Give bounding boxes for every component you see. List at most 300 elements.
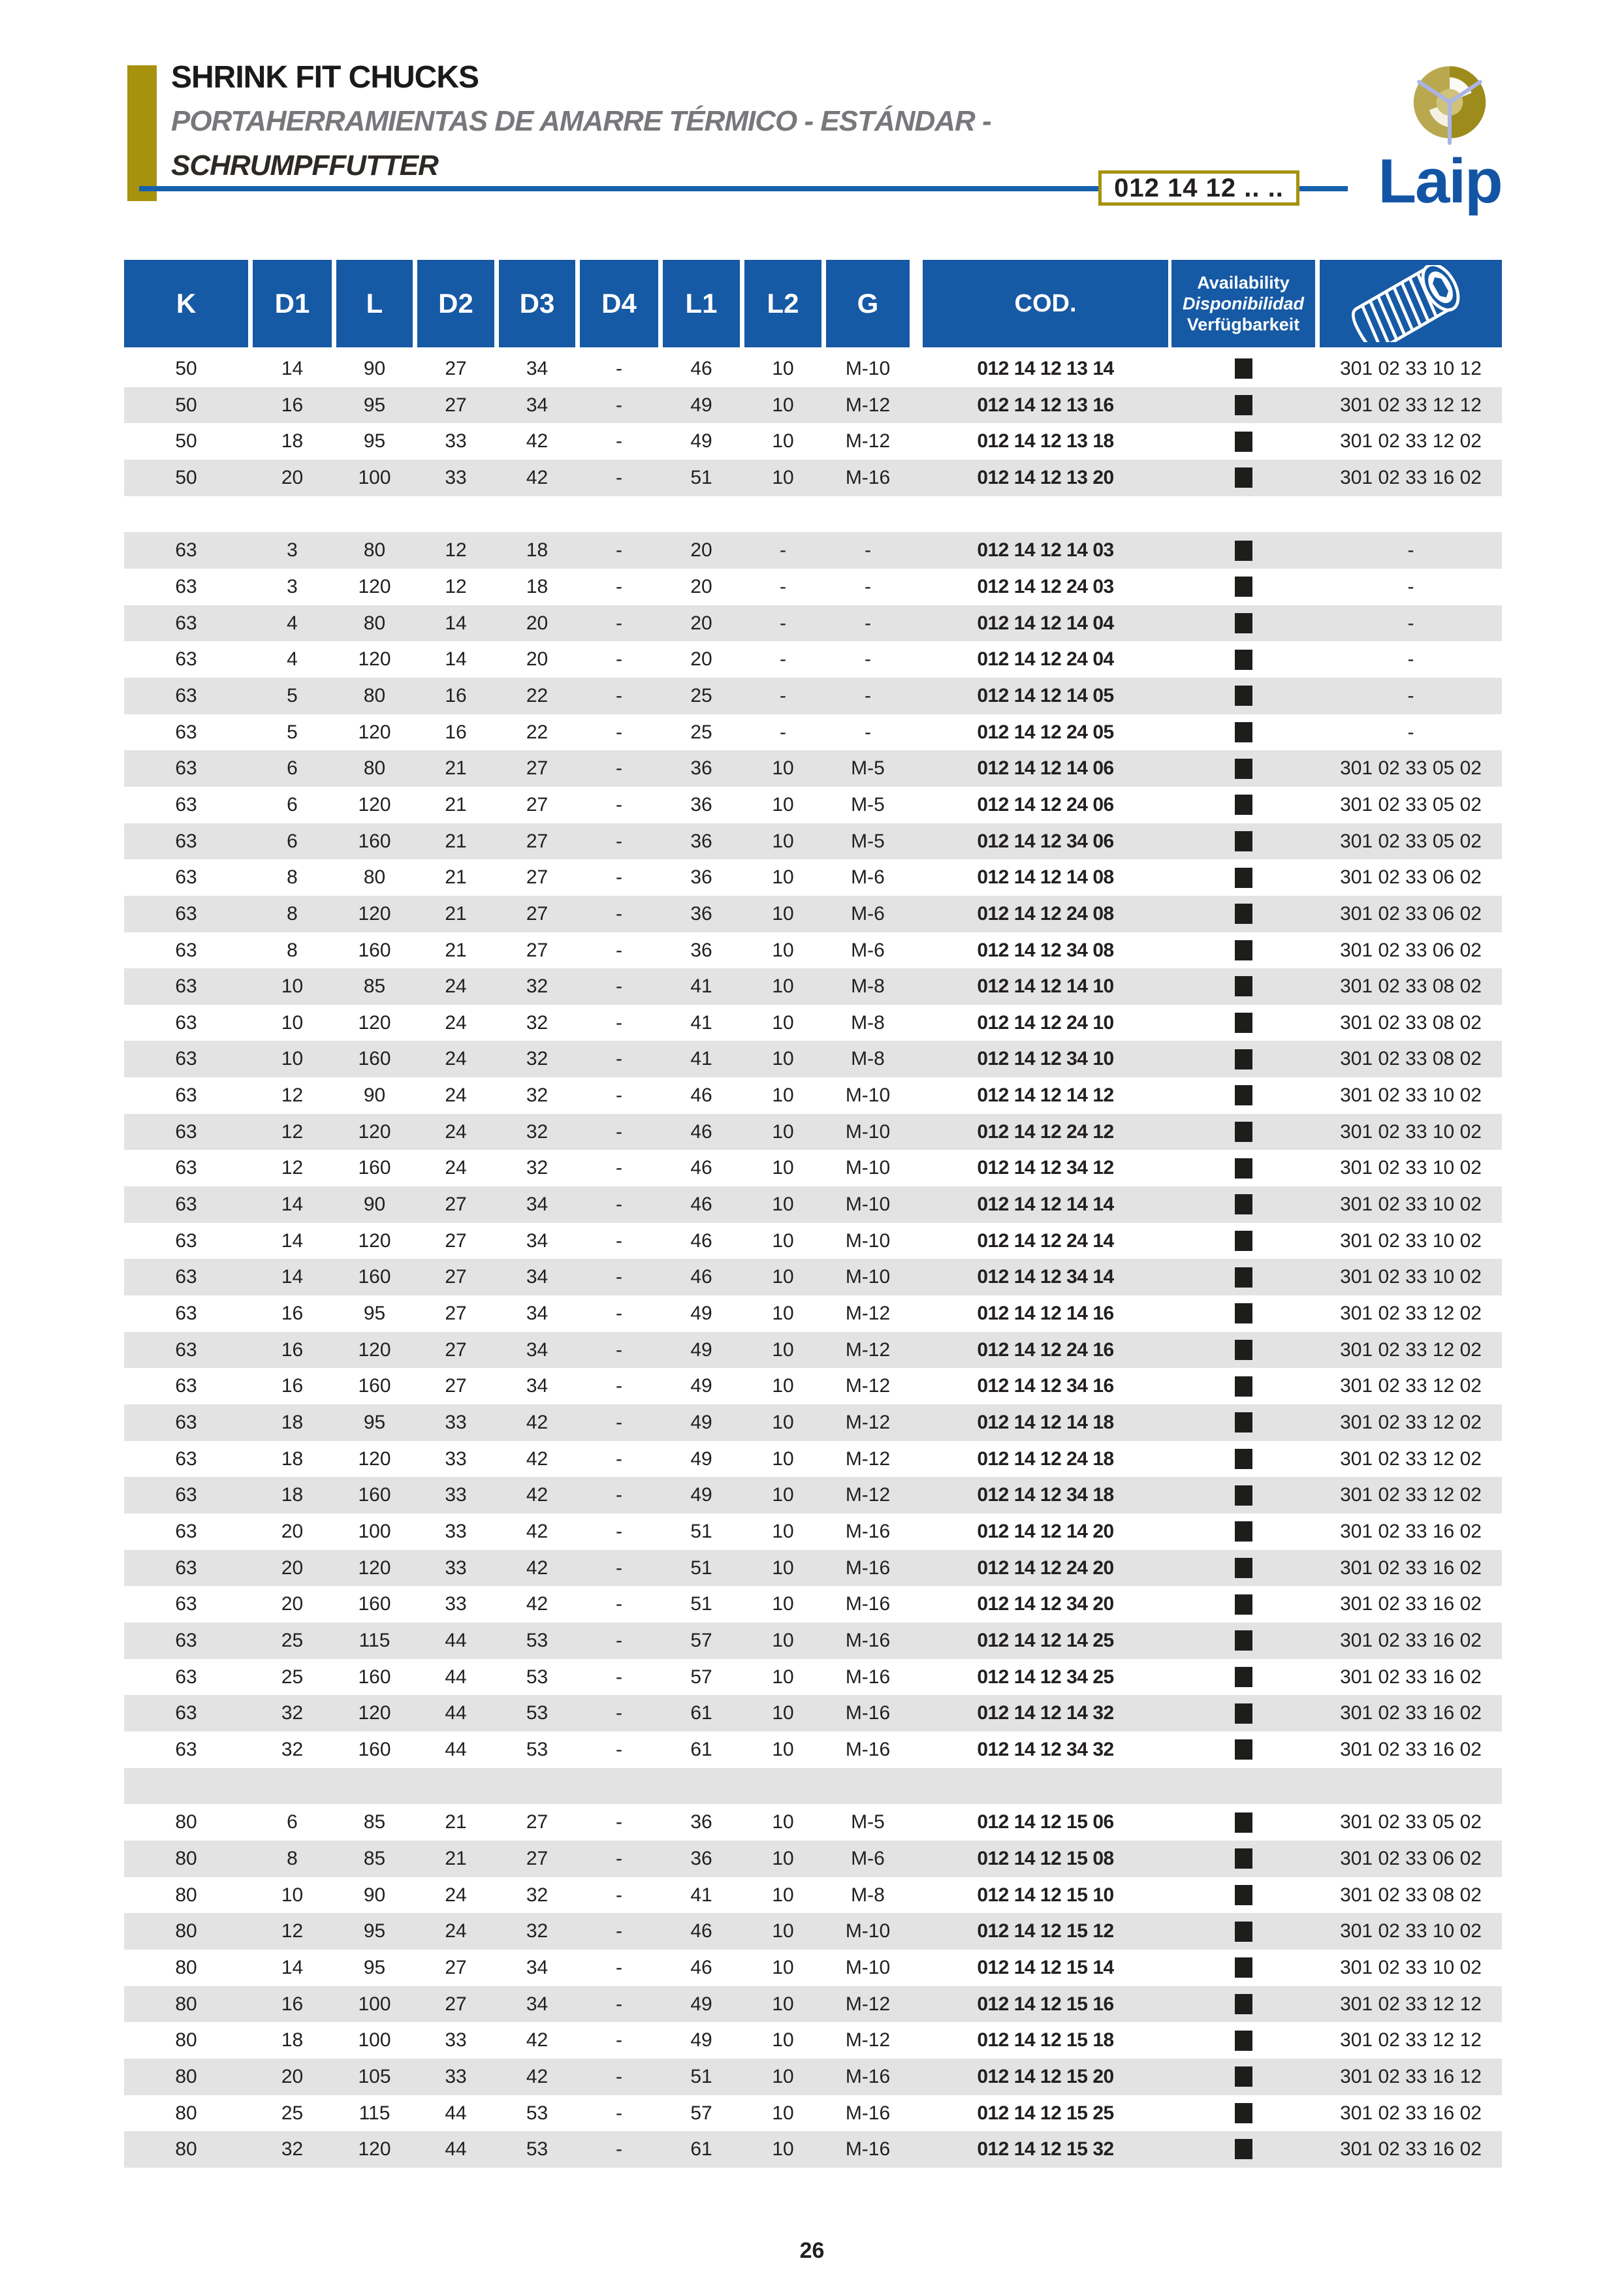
table-cell: 012 14 12 34 20 xyxy=(977,1593,1114,1615)
table-cell: 120 xyxy=(358,1557,391,1579)
table-cell: 63 xyxy=(175,1666,197,1688)
table-cell: 301 02 33 08 02 xyxy=(1340,975,1482,998)
table-cell: 6 xyxy=(287,1811,298,1833)
availability-marker xyxy=(1171,1150,1315,1186)
table-cell: 10 xyxy=(772,902,794,925)
table-cell: 301 02 33 10 02 xyxy=(1340,1120,1482,1143)
availability-square-icon xyxy=(1235,904,1252,924)
table-cell: 63 xyxy=(175,830,197,852)
table-cell: 012 14 12 24 14 xyxy=(977,1229,1114,1252)
col-header-k: K xyxy=(124,260,248,347)
table-cell: - xyxy=(780,684,786,706)
table-cell: 20 xyxy=(281,466,304,488)
page-number: 26 xyxy=(799,2238,825,2263)
table-cell: 10 xyxy=(772,1738,794,1760)
table-cell: 10 xyxy=(772,793,794,815)
table-row xyxy=(124,1804,1502,1841)
availability-marker xyxy=(1171,1659,1315,1696)
table-cell: 012 14 12 15 25 xyxy=(977,2102,1114,2124)
table-cell: M-16 xyxy=(845,1738,891,1760)
table-cell: 53 xyxy=(526,1629,549,1651)
table-cell: M-12 xyxy=(845,1484,891,1506)
table-cell: M-16 xyxy=(845,2102,891,2124)
table-cell: 301 02 33 12 12 xyxy=(1340,1993,1482,2015)
table-cell: 57 xyxy=(690,1666,712,1688)
table-row xyxy=(124,1913,1502,1950)
availability-square-icon xyxy=(1235,759,1252,779)
table-cell: 160 xyxy=(358,830,391,852)
table-cell: 10 xyxy=(772,1229,794,1252)
table-cell: 012 14 12 15 10 xyxy=(977,1884,1114,1906)
table-cell: - xyxy=(616,1448,622,1470)
table-cell: - xyxy=(780,648,786,671)
table-cell: - xyxy=(616,1593,622,1615)
table-cell: 80 xyxy=(175,1884,197,1906)
table-cell: 46 xyxy=(690,1084,712,1107)
availability-marker xyxy=(1171,532,1315,569)
table-cell: 49 xyxy=(690,1303,712,1325)
availability-square-icon xyxy=(1235,1521,1252,1542)
table-cell: 012 14 12 24 05 xyxy=(977,721,1114,743)
table-cell: 160 xyxy=(358,939,391,961)
table-cell: M-12 xyxy=(845,1448,891,1470)
availability-square-icon xyxy=(1235,1994,1252,2014)
table-cell: 63 xyxy=(175,1375,197,1397)
availability-marker xyxy=(1171,1732,1315,1768)
table-cell: 301 02 33 06 02 xyxy=(1340,939,1482,961)
table-cell: - xyxy=(1407,721,1414,743)
table-cell: 012 14 12 15 18 xyxy=(977,2029,1114,2051)
table-cell: - xyxy=(616,539,622,562)
table-cell: - xyxy=(616,1229,622,1252)
table-cell: 012 14 12 34 12 xyxy=(977,1157,1114,1179)
table-cell: - xyxy=(616,1956,622,1978)
table-cell: M-12 xyxy=(845,1375,891,1397)
table-cell: 21 xyxy=(445,866,467,889)
availability-marker xyxy=(1171,1841,1315,1877)
table-cell: 14 xyxy=(281,358,304,379)
availability-marker xyxy=(1171,1186,1315,1223)
table-cell: 51 xyxy=(690,1521,712,1542)
table-cell: 36 xyxy=(690,939,712,961)
availability-marker xyxy=(1171,1622,1315,1659)
table-cell: 301 02 33 16 02 xyxy=(1340,2138,1482,2160)
table-row xyxy=(124,823,1502,860)
table-cell: 27 xyxy=(445,1194,467,1216)
table-cell: M-16 xyxy=(845,1521,891,1542)
table-cell: 63 xyxy=(175,975,197,998)
table-cell: 33 xyxy=(445,1593,467,1615)
table-cell: 63 xyxy=(175,1484,197,1506)
table-cell: 10 xyxy=(772,1521,794,1542)
table-cell: 57 xyxy=(690,1629,712,1651)
table-cell: 80 xyxy=(175,2029,197,2051)
table-cell: 14 xyxy=(445,612,467,634)
table-row xyxy=(124,968,1502,1005)
availability-marker xyxy=(1171,823,1315,860)
table-cell: 33 xyxy=(445,466,467,488)
table-cell: 53 xyxy=(526,1738,549,1760)
table-cell: M-10 xyxy=(845,358,891,379)
table-cell: 53 xyxy=(526,1666,549,1688)
table-cell: 20 xyxy=(690,648,712,671)
table-cell: 18 xyxy=(526,539,549,562)
table-cell: 012 14 12 14 18 xyxy=(977,1412,1114,1434)
table-cell: 49 xyxy=(690,1412,712,1434)
table-cell: - xyxy=(1407,648,1414,671)
table-cell: 012 14 12 34 18 xyxy=(977,1484,1114,1506)
table-cell: 10 xyxy=(772,830,794,852)
table-cell: - xyxy=(616,902,622,925)
availability-square-icon xyxy=(1235,1376,1252,1397)
table-cell: 012 14 12 34 06 xyxy=(977,830,1114,852)
table-cell: 18 xyxy=(281,1484,304,1506)
table-cell: - xyxy=(616,757,622,780)
table-cell: 32 xyxy=(526,1884,549,1906)
availability-square-icon xyxy=(1235,868,1252,888)
table-row xyxy=(124,1622,1502,1659)
availability-marker xyxy=(1171,750,1315,787)
table-cell: 012 14 12 24 18 xyxy=(977,1448,1114,1470)
table-row xyxy=(124,787,1502,823)
availability-marker xyxy=(1171,1441,1315,1478)
table-cell: - xyxy=(616,2065,622,2087)
page-subtitle-spanish: PORTAHERRAMIENTAS DE AMARRE TÉRMICO - ESTÁNDAR - xyxy=(171,105,991,137)
availability-square-icon xyxy=(1235,1013,1252,1033)
availability-marker xyxy=(1171,2095,1315,2132)
table-row xyxy=(124,1950,1502,1986)
table-cell: 120 xyxy=(358,2138,391,2160)
globe-icon xyxy=(1410,63,1489,145)
table-cell: 34 xyxy=(526,1993,549,2015)
table-cell: 8 xyxy=(287,939,298,961)
table-cell: 63 xyxy=(175,721,197,743)
availability-square-icon xyxy=(1235,1122,1252,1142)
table-cell: 5 xyxy=(287,684,298,706)
table-cell: 012 14 12 14 10 xyxy=(977,975,1114,998)
table-cell: M-10 xyxy=(845,1229,891,1252)
availability-square-icon xyxy=(1235,1703,1252,1724)
brand-logo-text: Laip xyxy=(1378,146,1502,216)
availability-square-icon xyxy=(1235,1194,1252,1214)
table-header-row xyxy=(124,260,1502,347)
table-cell: - xyxy=(780,539,786,562)
table-cell: 63 xyxy=(175,612,197,634)
table-row xyxy=(124,1259,1502,1295)
table-row xyxy=(124,2095,1502,2132)
table-cell: 301 02 33 12 02 xyxy=(1340,1484,1482,1506)
table-cell: M-16 xyxy=(845,466,891,488)
table-cell: - xyxy=(865,648,871,671)
table-cell: 49 xyxy=(690,1338,712,1361)
table-cell: M-10 xyxy=(845,1157,891,1179)
table-cell: M-10 xyxy=(845,1120,891,1143)
availability-square-icon xyxy=(1235,432,1252,452)
table-cell: 12 xyxy=(281,1157,304,1179)
availability-marker xyxy=(1171,1913,1315,1950)
table-cell: M-16 xyxy=(845,1593,891,1615)
table-cell: M-5 xyxy=(851,757,885,780)
table-cell: 85 xyxy=(363,1811,386,1833)
table-cell: 10 xyxy=(772,2029,794,2051)
table-cell: 301 02 33 06 02 xyxy=(1340,1847,1482,1869)
table-row xyxy=(124,641,1502,678)
table-cell: 25 xyxy=(690,684,712,706)
table-cell: 34 xyxy=(526,1338,549,1361)
table-cell: 10 xyxy=(281,975,304,998)
table-cell: 24 xyxy=(445,1157,467,1179)
table-cell: 63 xyxy=(175,1448,197,1470)
table-row xyxy=(124,896,1502,932)
table-cell: 27 xyxy=(526,793,549,815)
table-cell: 10 xyxy=(772,1011,794,1034)
table-cell: 10 xyxy=(772,1666,794,1688)
availability-marker xyxy=(1171,896,1315,932)
table-cell: - xyxy=(616,2102,622,2124)
table-cell: 20 xyxy=(281,2065,304,2087)
availability-marker xyxy=(1171,1259,1315,1295)
table-cell: 18 xyxy=(281,2029,304,2051)
table-cell: 36 xyxy=(690,1847,712,1869)
availability-marker xyxy=(1171,569,1315,605)
table-cell: 10 xyxy=(772,1338,794,1361)
page-title: SHRINK FIT CHUCKS xyxy=(171,60,479,95)
table-cell: 27 xyxy=(526,902,549,925)
table-cell: - xyxy=(616,1884,622,1906)
availability-marker xyxy=(1171,460,1315,496)
table-cell: 10 xyxy=(772,1629,794,1651)
table-cell: 301 02 33 06 02 xyxy=(1340,866,1482,889)
table-cell: 301 02 33 12 12 xyxy=(1340,2029,1482,2051)
table-cell: 36 xyxy=(690,793,712,815)
table-cell: 63 xyxy=(175,684,197,706)
table-cell: 012 14 12 14 14 xyxy=(977,1194,1114,1216)
availability-square-icon xyxy=(1235,2031,1252,2051)
table-row xyxy=(124,532,1502,569)
table-cell: M-6 xyxy=(851,902,885,925)
table-cell: 20 xyxy=(281,1521,304,1542)
table-cell: 10 xyxy=(772,1375,794,1397)
table-cell: 14 xyxy=(445,648,467,671)
availability-marker xyxy=(1171,641,1315,678)
table-cell: - xyxy=(616,1702,622,1724)
table-cell: 012 14 12 14 25 xyxy=(977,1629,1114,1651)
table-cell: 63 xyxy=(175,1521,197,1542)
table-cell: 20 xyxy=(690,612,712,634)
table-cell: 301 02 33 16 02 xyxy=(1340,1593,1482,1615)
table-row xyxy=(124,859,1502,896)
availability-marker xyxy=(1171,1986,1315,2023)
table-cell: 10 xyxy=(772,2065,794,2087)
table-cell: 301 02 33 16 02 xyxy=(1340,1521,1482,1542)
table-cell: 301 02 33 12 02 xyxy=(1340,1338,1482,1361)
table-cell: 41 xyxy=(690,1048,712,1070)
table-cell: 51 xyxy=(690,2065,712,2087)
col-header-d1: D1 xyxy=(253,260,332,347)
page-header xyxy=(171,56,991,188)
table-cell: 14 xyxy=(281,1956,304,1978)
availability-square-icon xyxy=(1235,541,1252,561)
col-header-d2: D2 xyxy=(417,260,494,347)
table-cell: 25 xyxy=(281,1629,304,1651)
availability-marker xyxy=(1171,1041,1315,1077)
table-cell: 90 xyxy=(363,1084,386,1107)
table-cell: 49 xyxy=(690,1993,712,2015)
table-cell: 012 14 12 15 08 xyxy=(977,1847,1114,1869)
table-cell: 33 xyxy=(445,2029,467,2051)
table-cell: - xyxy=(616,430,622,452)
table-row xyxy=(124,351,1502,387)
table-cell: - xyxy=(616,612,622,634)
table-row xyxy=(124,1550,1502,1587)
table-cell: 012 14 12 13 16 xyxy=(977,394,1114,416)
availability-square-icon xyxy=(1235,2066,1252,2087)
table-cell: 25 xyxy=(281,1666,304,1688)
table-cell: - xyxy=(616,1557,622,1579)
table-cell: 22 xyxy=(526,721,549,743)
table-cell: 33 xyxy=(445,1448,467,1470)
table-cell: 36 xyxy=(690,902,712,925)
table-cell: 21 xyxy=(445,757,467,780)
table-row xyxy=(124,750,1502,787)
table-cell: - xyxy=(616,939,622,961)
table-cell: 63 xyxy=(175,793,197,815)
table-cell: 012 14 12 14 04 xyxy=(977,612,1114,634)
table-row xyxy=(124,1005,1502,1041)
table-cell: 95 xyxy=(363,430,386,452)
table-cell: 301 02 33 16 02 xyxy=(1340,1629,1482,1651)
availability-square-icon xyxy=(1235,1922,1252,1942)
table-cell: 105 xyxy=(358,2065,391,2087)
table-row xyxy=(124,678,1502,714)
table-body xyxy=(124,351,1502,2168)
table-cell: - xyxy=(616,1484,622,1506)
table-cell: 160 xyxy=(358,1266,391,1288)
table-cell: 18 xyxy=(281,1448,304,1470)
table-cell: 160 xyxy=(358,1157,391,1179)
table-cell: 63 xyxy=(175,1738,197,1760)
availability-square-icon xyxy=(1235,1630,1252,1651)
table-cell: 10 xyxy=(772,1194,794,1216)
table-cell: 95 xyxy=(363,1412,386,1434)
table-cell: 80 xyxy=(175,1847,197,1869)
table-cell: 34 xyxy=(526,1375,549,1397)
table-cell: 20 xyxy=(690,539,712,562)
table-row xyxy=(124,1404,1502,1441)
table-row xyxy=(124,2131,1502,2168)
availability-marker xyxy=(1171,1404,1315,1441)
availability-square-icon xyxy=(1235,976,1252,996)
table-cell: 012 14 12 15 16 xyxy=(977,1993,1114,2015)
table-cell: 4 xyxy=(287,648,298,671)
col-header-d3: D3 xyxy=(499,260,575,347)
table-cell: 301 02 33 10 02 xyxy=(1340,1229,1482,1252)
table-cell: 301 02 33 12 02 xyxy=(1340,1303,1482,1325)
table-cell: 63 xyxy=(175,866,197,889)
table-cell: M-16 xyxy=(845,1666,891,1688)
table-cell: 160 xyxy=(358,1738,391,1760)
table-cell: 301 02 33 10 02 xyxy=(1340,1956,1482,1978)
table-cell: 012 14 12 14 12 xyxy=(977,1084,1114,1107)
table-cell: 14 xyxy=(281,1266,304,1288)
table-cell: 80 xyxy=(363,866,386,889)
table-cell: 63 xyxy=(175,539,197,562)
col-header-l2: L2 xyxy=(744,260,821,347)
table-cell: 4 xyxy=(287,612,298,634)
table-cell: 12 xyxy=(445,575,467,597)
table-cell: 61 xyxy=(690,1738,712,1760)
table-cell: 36 xyxy=(690,866,712,889)
availability-square-icon xyxy=(1235,940,1252,960)
table-cell: 90 xyxy=(363,358,386,379)
table-cell: 012 14 12 14 08 xyxy=(977,866,1114,889)
table-cell: 301 02 33 08 02 xyxy=(1340,1884,1482,1906)
table-cell: M-10 xyxy=(845,1920,891,1942)
table-cell: 44 xyxy=(445,1702,467,1724)
table-cell: - xyxy=(865,539,871,562)
table-cell: 44 xyxy=(445,2102,467,2124)
table-cell: M-8 xyxy=(851,1048,885,1070)
table-cell: - xyxy=(616,975,622,998)
table-cell: 16 xyxy=(445,721,467,743)
table-cell: 301 02 33 12 02 xyxy=(1340,430,1482,452)
table-cell: 42 xyxy=(526,2029,549,2051)
table-cell: - xyxy=(616,466,622,488)
table-cell: 34 xyxy=(526,1303,549,1325)
table-cell: 10 xyxy=(772,1884,794,1906)
table-cell: 301 02 33 10 02 xyxy=(1340,1920,1482,1942)
table-cell: 301 02 33 12 02 xyxy=(1340,1448,1482,1470)
table-cell: 46 xyxy=(690,1266,712,1288)
table-row xyxy=(124,932,1502,969)
availability-square-icon xyxy=(1235,1231,1252,1251)
table-cell: 32 xyxy=(281,1702,304,1724)
table-cell: 42 xyxy=(526,1448,549,1470)
table-row xyxy=(124,1695,1502,1732)
availability-square-icon xyxy=(1235,1558,1252,1578)
table-cell: 115 xyxy=(358,2102,390,2124)
table-cell: 27 xyxy=(445,1266,467,1288)
table-cell: 44 xyxy=(445,2138,467,2160)
table-cell: 32 xyxy=(281,1738,304,1760)
table-cell: 10 xyxy=(772,394,794,416)
table-cell: - xyxy=(616,1011,622,1034)
table-cell: - xyxy=(616,1157,622,1179)
table-cell: 63 xyxy=(175,648,197,671)
availability-square-icon xyxy=(1235,577,1252,597)
table-cell: 44 xyxy=(445,1629,467,1651)
availability-marker xyxy=(1171,605,1315,642)
table-cell: 61 xyxy=(690,2138,712,2160)
table-cell: 27 xyxy=(445,1993,467,2015)
table-cell: 10 xyxy=(772,1557,794,1579)
table-cell: M-8 xyxy=(851,975,885,998)
table-cell: 10 xyxy=(772,757,794,780)
availability-square-icon xyxy=(1235,650,1252,670)
table-cell: 16 xyxy=(445,684,467,706)
table-cell: 46 xyxy=(690,1194,712,1216)
availability-square-icon xyxy=(1235,1412,1252,1432)
table-cell: 301 02 33 12 02 xyxy=(1340,1412,1482,1434)
table-cell: 301 02 33 05 02 xyxy=(1340,1811,1482,1833)
table-cell: 27 xyxy=(445,1229,467,1252)
table-cell: 34 xyxy=(526,394,549,416)
table-cell: 120 xyxy=(358,793,391,815)
table-cell: 301 02 33 16 02 xyxy=(1340,1666,1482,1688)
availability-marker xyxy=(1171,1950,1315,1986)
availability-square-icon xyxy=(1235,1340,1252,1360)
table-row xyxy=(124,1368,1502,1404)
